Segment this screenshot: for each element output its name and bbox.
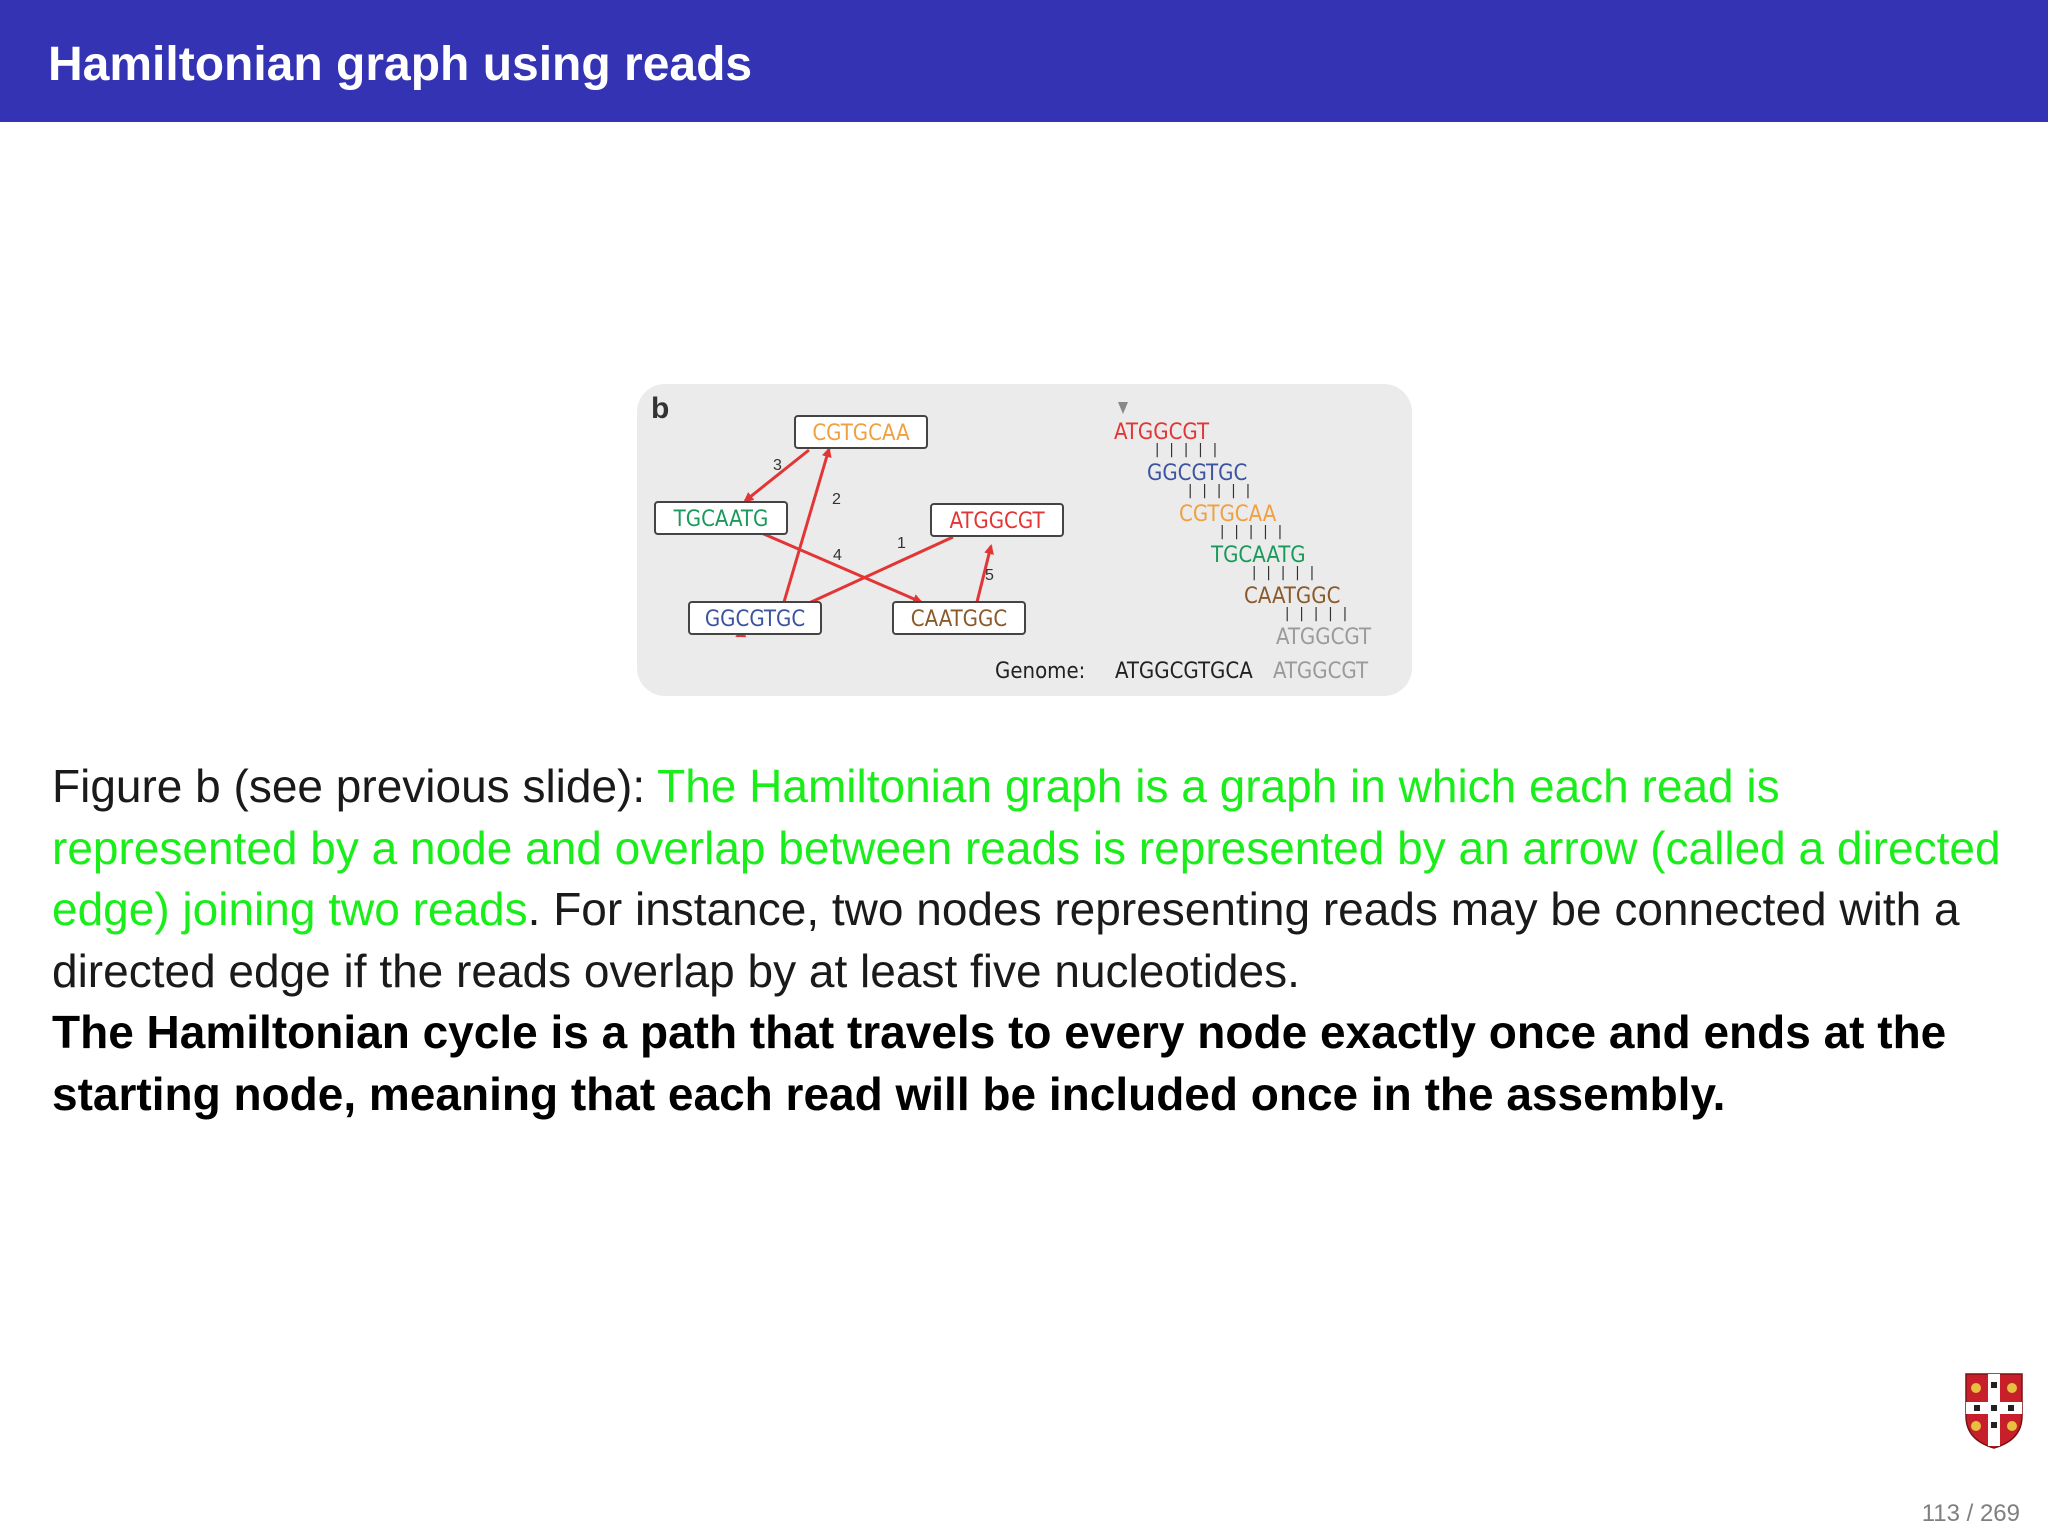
edge-label-5: 5: [985, 567, 994, 584]
edge-label-1: 1: [897, 535, 906, 552]
genome-sequence-main: ATGGCGTGCA: [1115, 659, 1253, 684]
svg-text:ATGGCGT: ATGGCGT: [949, 509, 1045, 534]
overlap-ticks-5: |||||: [1283, 606, 1356, 622]
body-rest: . For instance, two nodes representing reads may be connected with a directed edge if the reads overlap by at least five nucleotides.: [52, 883, 1960, 997]
body-lead: Figure b (see previous slide):: [52, 760, 658, 812]
slide-title: Hamiltonian graph using reads: [48, 38, 753, 91]
university-crest-icon: [1964, 1372, 2024, 1450]
overlap-ticks-3: |||||: [1218, 524, 1291, 540]
align-read-6: ATGGCGT: [1276, 625, 1372, 650]
edge-2: [784, 449, 829, 602]
svg-text:TGCAATG: TGCAATG: [673, 507, 769, 532]
node-caatggc: [893, 602, 1025, 634]
overlap-ticks-1: |||||: [1153, 442, 1226, 458]
align-read-4: TGCAATG: [1211, 543, 1306, 568]
panel-label: b: [651, 392, 670, 425]
node-cgtgcaa: [795, 416, 927, 448]
edge-label-4: 4: [833, 547, 842, 564]
figure-canvas: [637, 384, 1412, 696]
body-bold-statement: The Hamiltonian cycle is a path that travels to every node exactly once and ends at the starting node, meaning that each read will be included once in the assembly.: [52, 1006, 1947, 1120]
svg-text:CAATGGC: CAATGGC: [910, 607, 1008, 632]
body-highlight: The Hamiltonian graph is a graph in which each read is represented by a node and overlap between reads is represented by an arrow (called a directed edge) joining two reads: [52, 760, 2001, 935]
start-marker-icon: [1118, 402, 1128, 414]
node-tgcaatg: [655, 502, 787, 534]
slide-header: [0, 0, 2048, 122]
page-number: 113 / 269: [1921, 1500, 2020, 1527]
hamiltonian-figure: [637, 384, 1412, 696]
node-atggcgt: [931, 504, 1063, 536]
overlap-ticks-4: |||||: [1250, 565, 1323, 581]
align-read-5: CAATGGC: [1244, 584, 1341, 609]
node-ggcgtgc: [689, 602, 821, 634]
align-read-3: CGTGCAA: [1179, 502, 1277, 527]
edge-label-3: 3: [773, 457, 782, 474]
align-read-2: GGCGTGC: [1147, 461, 1248, 486]
svg-text:CGTGCAA: CGTGCAA: [812, 421, 910, 446]
align-read-1: ATGGCGT: [1114, 420, 1210, 445]
body-paragraph: [52, 756, 2002, 1125]
svg-text:GGCGTGC: GGCGTGC: [704, 607, 806, 632]
genome-sequence-repeat: ATGGCGT: [1273, 659, 1369, 684]
overlap-ticks-2: |||||: [1186, 483, 1259, 499]
edge-label-2: 2: [832, 491, 841, 508]
genome-label: Genome:: [995, 659, 1086, 684]
